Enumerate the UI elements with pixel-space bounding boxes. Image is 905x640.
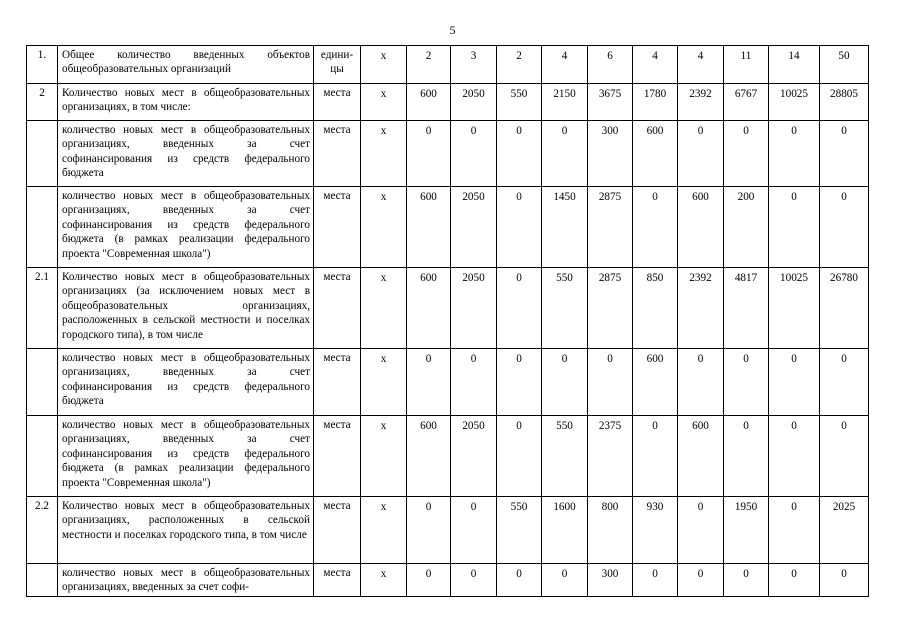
value-cell: 0 — [678, 497, 724, 564]
indicator-name-cell: Количество новых мест в общеобразовательных организациях (за исключением новых мест в общеобразовательных организациях, расположенных в сельской местности и поселках городского типа), в том числе — [58, 268, 314, 349]
base-value-cell: х — [361, 416, 407, 497]
row-number-cell: 2.1 — [27, 268, 58, 349]
row-number-cell: 2.2 — [27, 497, 58, 564]
indicator-name-cell: количество новых мест в общеобразовательных организациях, введенных за счет софинансирования из средств федерального бюджета — [58, 349, 314, 416]
value-cell: 1950 — [724, 497, 769, 564]
table-row — [27, 187, 869, 268]
indicator-name-cell: количество новых мест в общеобразовательных организациях, введенных за счет софинансирования из средств федерального бюджета (в рамках реализации федерального проекта "Современная школа") — [58, 187, 314, 268]
unit-cell: места — [314, 268, 361, 349]
value-cell: 850 — [633, 268, 678, 349]
value-cell: 28805 — [820, 84, 869, 121]
indicator-name-cell: Количество новых мест в общеобразовательных организациях, в том числе: — [58, 84, 314, 121]
value-cell: 2375 — [588, 416, 633, 497]
unit-cell: места — [314, 416, 361, 497]
row-number-cell — [27, 121, 58, 187]
value-cell: 6 — [588, 46, 633, 84]
indicators-table — [26, 45, 869, 597]
table-row — [27, 416, 869, 497]
indicator-name-cell: Количество новых мест в общеобразовательных организациях, расположенных в сельской местности и поселках городского типа, в том числе — [58, 497, 314, 564]
unit-cell: места — [314, 497, 361, 564]
value-cell: 600 — [407, 268, 451, 349]
indicator-name-cell: количество новых мест в общеобразовательных организациях, введенных за счет софинансирования из средств федерального бюджета (в рамках реализации федерального проекта "Современная школа") — [58, 416, 314, 497]
value-cell: 300 — [588, 564, 633, 597]
table-row — [27, 84, 869, 121]
value-cell: 300 — [588, 121, 633, 187]
table-row — [27, 497, 869, 564]
row-number-cell — [27, 187, 58, 268]
value-cell: 0 — [451, 121, 497, 187]
value-cell: 0 — [724, 121, 769, 187]
value-cell: 550 — [497, 497, 542, 564]
value-cell: 600 — [407, 187, 451, 268]
unit-cell: места — [314, 349, 361, 416]
value-cell: 2392 — [678, 268, 724, 349]
value-cell: 6767 — [724, 84, 769, 121]
value-cell: 0 — [724, 416, 769, 497]
value-cell: 600 — [678, 416, 724, 497]
value-cell: 2 — [407, 46, 451, 84]
base-value-cell: х — [361, 268, 407, 349]
value-cell: 2875 — [588, 268, 633, 349]
value-cell: 10025 — [769, 84, 820, 121]
value-cell: 2875 — [588, 187, 633, 268]
value-cell: 4 — [542, 46, 588, 84]
value-cell: 0 — [407, 121, 451, 187]
indicator-name-cell: количество новых мест в общеобразовательных организациях, введенных за счет софи- — [58, 564, 314, 597]
value-cell: 0 — [451, 564, 497, 597]
value-cell: 1780 — [633, 84, 678, 121]
value-cell: 550 — [542, 416, 588, 497]
value-cell: 0 — [820, 564, 869, 597]
value-cell: 930 — [633, 497, 678, 564]
value-cell: 1600 — [542, 497, 588, 564]
base-value-cell: х — [361, 121, 407, 187]
base-value-cell: х — [361, 187, 407, 268]
value-cell: 600 — [407, 84, 451, 121]
value-cell: 2025 — [820, 497, 869, 564]
value-cell: 0 — [497, 416, 542, 497]
value-cell: 0 — [497, 268, 542, 349]
value-cell: 2150 — [542, 84, 588, 121]
value-cell: 0 — [769, 416, 820, 497]
table-row — [27, 268, 869, 349]
value-cell: 0 — [678, 121, 724, 187]
value-cell: 600 — [407, 416, 451, 497]
value-cell: 0 — [497, 187, 542, 268]
value-cell: 0 — [769, 187, 820, 268]
row-number-cell — [27, 564, 58, 597]
base-value-cell: х — [361, 349, 407, 416]
table-row — [27, 349, 869, 416]
value-cell: 0 — [633, 416, 678, 497]
value-cell: 3675 — [588, 84, 633, 121]
unit-cell: едини-цы — [314, 46, 361, 84]
value-cell: 26780 — [820, 268, 869, 349]
value-cell: 0 — [542, 564, 588, 597]
value-cell: 4817 — [724, 268, 769, 349]
value-cell: 0 — [407, 564, 451, 597]
value-cell: 0 — [497, 564, 542, 597]
value-cell: 10025 — [769, 268, 820, 349]
value-cell: 0 — [542, 121, 588, 187]
table-row — [27, 121, 869, 187]
value-cell: 2050 — [451, 416, 497, 497]
value-cell: 0 — [633, 564, 678, 597]
value-cell: 1450 — [542, 187, 588, 268]
value-cell: 4 — [678, 46, 724, 84]
value-cell: 2050 — [451, 84, 497, 121]
value-cell: 0 — [497, 349, 542, 416]
row-number-cell: 2 — [27, 84, 58, 121]
table-row — [27, 46, 869, 84]
unit-cell: места — [314, 187, 361, 268]
base-value-cell: х — [361, 46, 407, 84]
value-cell: 0 — [820, 349, 869, 416]
base-value-cell: х — [361, 497, 407, 564]
value-cell: 2 — [497, 46, 542, 84]
value-cell: 0 — [588, 349, 633, 416]
page-number: 5 — [449, 23, 456, 37]
unit-cell: места — [314, 121, 361, 187]
value-cell: 2050 — [451, 268, 497, 349]
row-number-cell: 1. — [27, 46, 58, 84]
value-cell: 14 — [769, 46, 820, 84]
value-cell: 600 — [633, 349, 678, 416]
value-cell: 3 — [451, 46, 497, 84]
value-cell: 0 — [820, 121, 869, 187]
value-cell: 550 — [542, 268, 588, 349]
value-cell: 0 — [769, 497, 820, 564]
row-number-cell — [27, 349, 58, 416]
value-cell: 0 — [678, 349, 724, 416]
value-cell: 0 — [633, 187, 678, 268]
value-cell: 2050 — [451, 187, 497, 268]
value-cell: 800 — [588, 497, 633, 564]
value-cell: 600 — [678, 187, 724, 268]
value-cell: 0 — [820, 416, 869, 497]
value-cell: 550 — [497, 84, 542, 121]
unit-cell: места — [314, 564, 361, 597]
value-cell: 0 — [724, 349, 769, 416]
value-cell: 0 — [820, 187, 869, 268]
value-cell: 0 — [451, 349, 497, 416]
value-cell: 11 — [724, 46, 769, 84]
value-cell: 200 — [724, 187, 769, 268]
value-cell: 2392 — [678, 84, 724, 121]
value-cell: 0 — [407, 497, 451, 564]
value-cell: 0 — [407, 349, 451, 416]
value-cell: 0 — [769, 349, 820, 416]
unit-cell: места — [314, 84, 361, 121]
value-cell: 0 — [769, 121, 820, 187]
indicator-name-cell: количество новых мест в общеобразовательных организациях, введенных за счет софинансирования из средств федерального бюджета — [58, 121, 314, 187]
value-cell: 600 — [633, 121, 678, 187]
value-cell: 0 — [678, 564, 724, 597]
value-cell: 0 — [542, 349, 588, 416]
value-cell: 4 — [633, 46, 678, 84]
table-row — [27, 564, 869, 597]
base-value-cell: х — [361, 84, 407, 121]
value-cell: 50 — [820, 46, 869, 84]
value-cell: 0 — [451, 497, 497, 564]
base-value-cell: х — [361, 564, 407, 597]
value-cell: 0 — [497, 121, 542, 187]
indicator-name-cell: Общее количество введенных объектов общеобразовательных организаций — [58, 46, 314, 84]
row-number-cell — [27, 416, 58, 497]
value-cell: 0 — [724, 564, 769, 597]
value-cell: 0 — [769, 564, 820, 597]
